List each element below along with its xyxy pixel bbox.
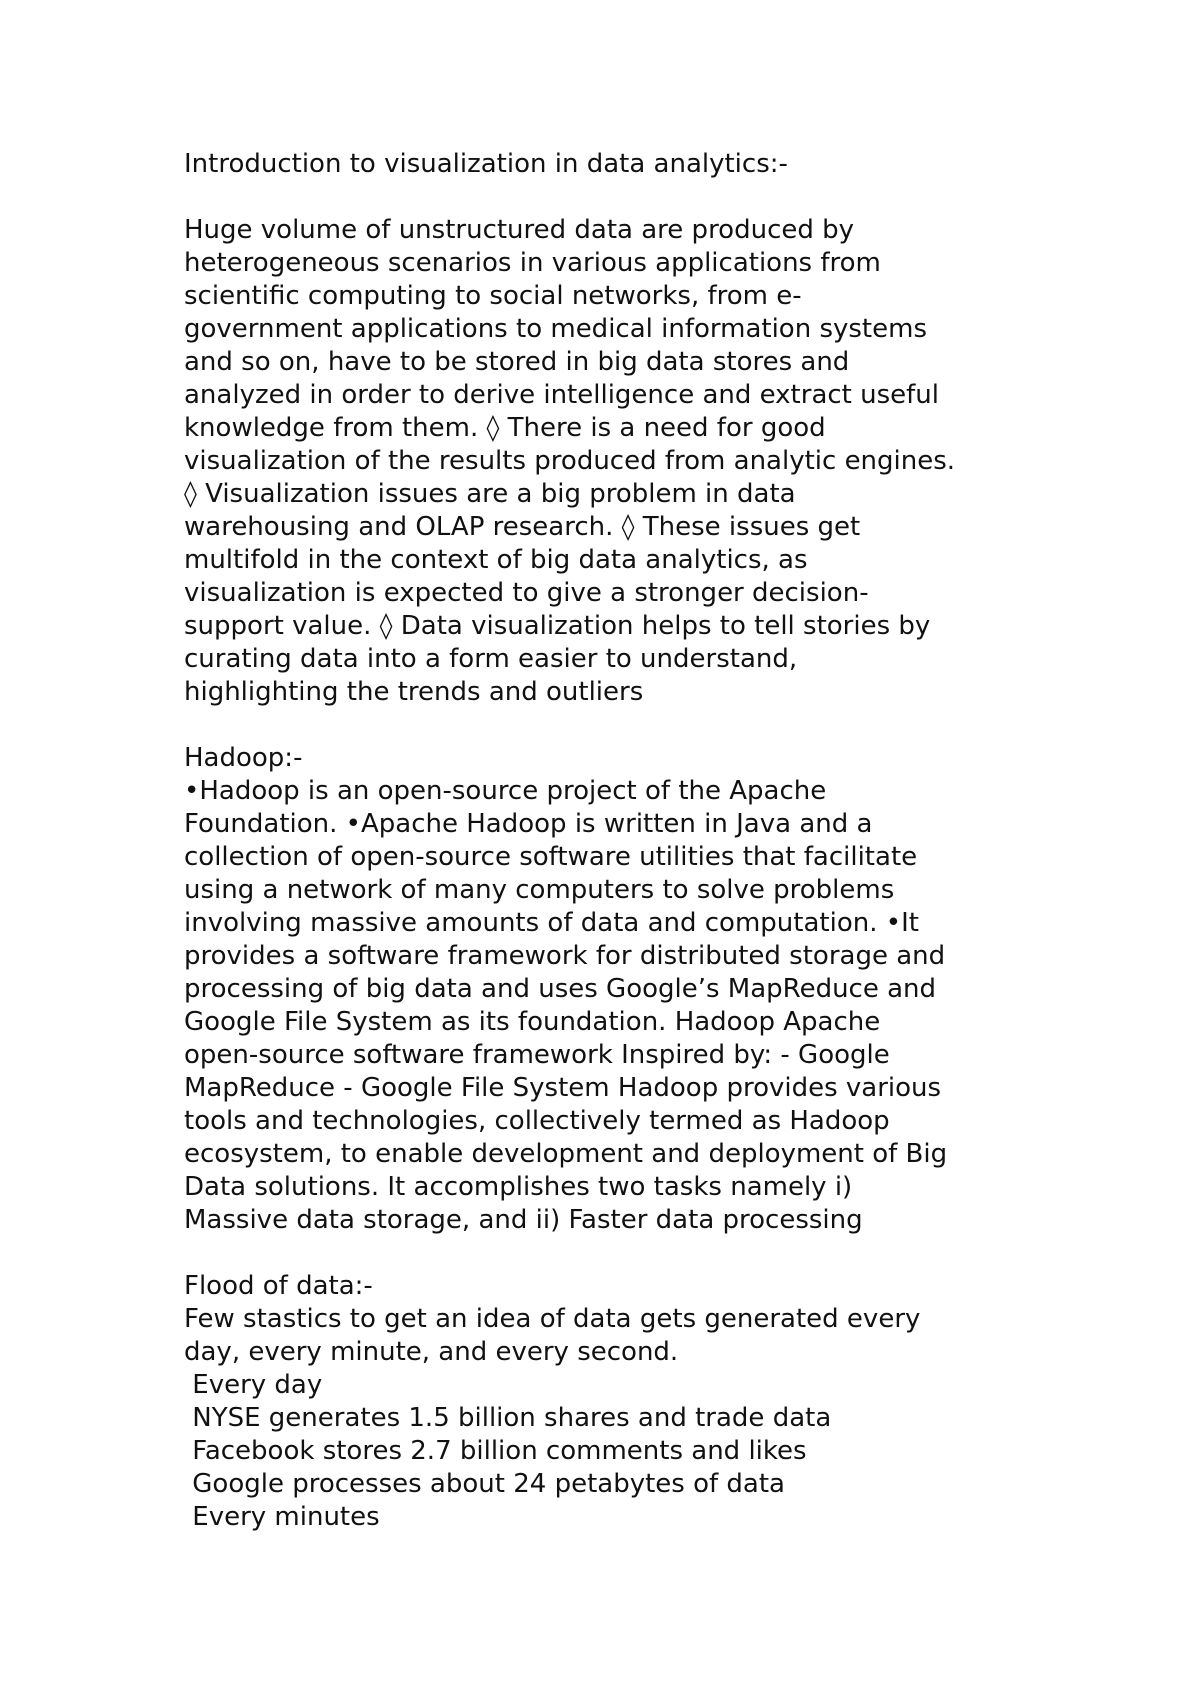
section-heading-visualization: Introduction to visualization in data analytics:-: [184, 149, 788, 179]
text-line: visualization is expected to give a stronger decision-: [184, 578, 869, 608]
list-item: Facebook stores 2.7 billion comments and likes: [184, 1436, 807, 1466]
section-heading-flood-of-data: Flood of data:-: [184, 1271, 373, 1301]
text-line: involving massive amounts of data and computation. •It: [184, 908, 919, 938]
text-line: highlighting the trends and outliers: [184, 677, 644, 707]
section-heading-hadoop: Hadoop:-: [184, 743, 303, 773]
blank-line: [184, 709, 1034, 742]
text-line: Few stastics to get an idea of data gets generated every: [184, 1304, 921, 1334]
text-line: warehousing and OLAP research. ◊ These issues get: [184, 512, 861, 542]
text-line: Foundation. •Apache Hadoop is written in Java and a: [184, 809, 873, 839]
list-item: Google processes about 24 petabytes of data: [184, 1469, 785, 1499]
text-line: heterogeneous scenarios in various applications from: [184, 248, 881, 278]
text-line: visualization of the results produced from analytic engines.: [184, 446, 956, 476]
text-line: and so on, have to be stored in big data stores and: [184, 347, 850, 377]
text-line: collection of open-source software utilities that facilitate: [184, 842, 918, 872]
list-item: Every day: [184, 1370, 323, 1400]
list-item: NYSE generates 1.5 billion shares and trade data: [184, 1403, 832, 1433]
text-line: using a network of many computers to solve problems: [184, 875, 895, 905]
text-line: analyzed in order to derive intelligence and extract useful: [184, 380, 940, 410]
text-line: open-source software framework Inspired by: - Google: [184, 1040, 890, 1070]
text-line: government applications to medical information systems: [184, 314, 927, 344]
text-line: ecosystem, to enable development and deployment of Big: [184, 1139, 948, 1169]
text-line: support value. ◊ Data visualization helps to tell stories by: [184, 611, 931, 641]
text-line: multifold in the context of big data analytics, as: [184, 545, 808, 575]
text-line: Google File System as its foundation. Hadoop Apache: [184, 1007, 881, 1037]
document-body: [184, 148, 1034, 1534]
text-line: curating data into a form easier to understand,: [184, 644, 798, 674]
text-line: ◊ Visualization issues are a big problem in data: [184, 479, 796, 509]
paragraph-hadoop: [184, 775, 1034, 1237]
paragraph-visualization: [184, 214, 1034, 709]
text-line: scientific computing to social networks, from e-: [184, 281, 802, 311]
text-line: tools and technologies, collectively termed as Hadoop: [184, 1106, 890, 1136]
blank-line: [184, 181, 1034, 214]
text-line: provides a software framework for distributed storage and: [184, 941, 946, 971]
blank-line: [184, 1237, 1034, 1270]
text-line: Data solutions. It accomplishes two tasks namely i): [184, 1172, 853, 1202]
text-line: MapReduce - Google File System Hadoop provides various: [184, 1073, 942, 1103]
text-line: Huge volume of unstructured data are produced by: [184, 215, 855, 245]
paragraph-flood-of-data: [184, 1303, 1034, 1534]
text-line: •Hadoop is an open-source project of the Apache: [184, 776, 827, 806]
text-line: Massive data storage, and ii) Faster data processing: [184, 1205, 863, 1235]
text-line: day, every minute, and every second.: [184, 1337, 679, 1367]
list-item: Every minutes: [184, 1502, 380, 1532]
text-line: processing of big data and uses Google’s MapReduce and: [184, 974, 937, 1004]
text-line: knowledge from them. ◊ There is a need for good: [184, 413, 826, 443]
